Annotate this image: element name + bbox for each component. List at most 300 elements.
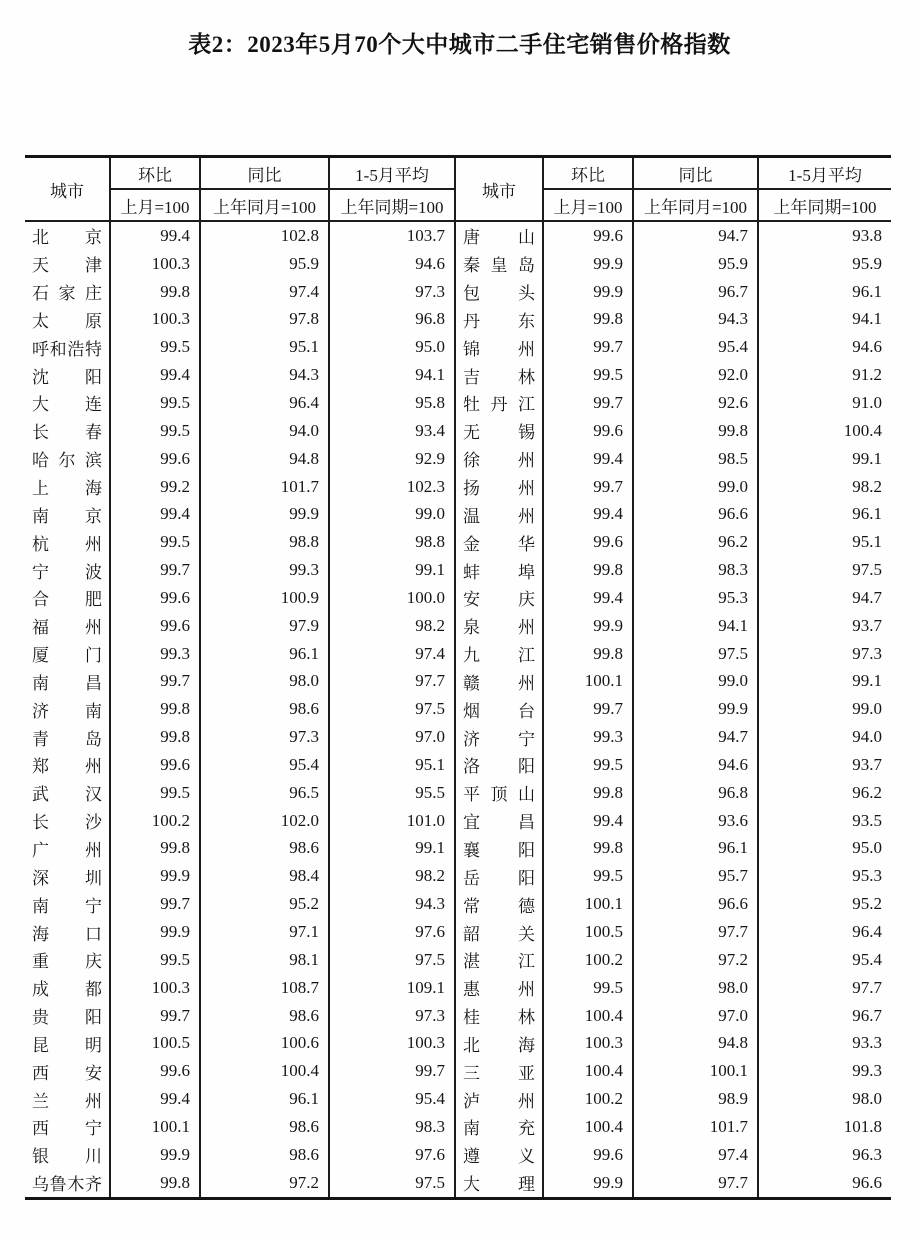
avg-cell-right: 99.3 bbox=[852, 1061, 882, 1081]
avg-cell-left: 99.7 bbox=[329, 1057, 455, 1085]
col-header-yoy-right: 同比 bbox=[633, 157, 758, 190]
avg-cell-left: 97.6 bbox=[329, 1141, 455, 1169]
mom-cell-right: 100.2 bbox=[543, 1085, 633, 1113]
city-cell-right: 韶关 bbox=[455, 918, 543, 946]
city-cell-right: 安庆 bbox=[455, 584, 543, 612]
avg-cell-left: 94.3 bbox=[329, 890, 455, 918]
yoy-cell-right: 97.5 bbox=[633, 640, 758, 668]
yoy-cell-left: 96.5 bbox=[200, 779, 329, 807]
city-cell-right: 洛阳 bbox=[455, 751, 543, 779]
col-header-city-left: 城市 bbox=[25, 157, 110, 222]
avg-cell-right: 96.6 bbox=[852, 1172, 882, 1192]
mom-cell-right: 100.4 bbox=[543, 1002, 633, 1030]
mom-cell-right: 99.6 bbox=[543, 528, 633, 556]
yoy-cell-right: 99.0 bbox=[633, 668, 758, 696]
yoy-cell-right: 95.4 bbox=[633, 333, 758, 361]
city-cell-right: 烟台 bbox=[455, 695, 543, 723]
city-cell-right: 牡丹江 bbox=[455, 389, 543, 417]
table-row bbox=[25, 918, 891, 946]
mom-cell-left: 100.3 bbox=[110, 974, 200, 1002]
city-cell-left: 上海 bbox=[25, 473, 110, 501]
yoy-cell-right: 99.9 bbox=[633, 695, 758, 723]
avg-cell-left: 100.0 bbox=[329, 584, 455, 612]
yoy-cell-left: 98.6 bbox=[200, 1002, 329, 1030]
avg-cell-left: 103.7 bbox=[329, 221, 455, 250]
city-cell-right: 常德 bbox=[455, 890, 543, 918]
table-row bbox=[25, 751, 891, 779]
table-row bbox=[25, 779, 891, 807]
col-header-avg-left: 1-5月平均 bbox=[329, 157, 455, 190]
city-cell-right: 九江 bbox=[455, 640, 543, 668]
city-cell-left: 西安 bbox=[25, 1057, 110, 1085]
yoy-cell-right: 97.7 bbox=[633, 1169, 758, 1198]
city-cell-left: 海口 bbox=[25, 918, 110, 946]
mom-cell-left: 99.7 bbox=[110, 1002, 200, 1030]
yoy-cell-left: 95.9 bbox=[200, 250, 329, 278]
col-subheader-avg-base-left: 上年同期=100 bbox=[329, 189, 455, 221]
yoy-cell-right: 100.1 bbox=[633, 1057, 758, 1085]
avg-cell-left: 97.5 bbox=[329, 946, 455, 974]
avg-cell-right: 93.7 bbox=[852, 615, 882, 635]
city-cell-right: 桂林 bbox=[455, 1002, 543, 1030]
mom-cell-right: 99.7 bbox=[543, 389, 633, 417]
mom-cell-right: 99.6 bbox=[543, 1141, 633, 1169]
avg-cell-right: 95.2 bbox=[852, 894, 882, 914]
avg-cell-right: 98.0 bbox=[852, 1089, 882, 1109]
mom-cell-right: 99.5 bbox=[543, 974, 633, 1002]
col-subheader-mom-base-right: 上月=100 bbox=[543, 189, 633, 221]
city-cell-right: 惠州 bbox=[455, 974, 543, 1002]
avg-cell-right: 93.7 bbox=[852, 754, 882, 774]
city-cell-left: 武汉 bbox=[25, 779, 110, 807]
col-subheader-avg-base-right: 上年同期=100 bbox=[758, 189, 891, 221]
yoy-cell-right: 97.2 bbox=[633, 946, 758, 974]
table-row bbox=[25, 500, 891, 528]
city-cell-right: 丹东 bbox=[455, 306, 543, 334]
mom-cell-left: 99.6 bbox=[110, 1057, 200, 1085]
table-row bbox=[25, 695, 891, 723]
table-row bbox=[25, 612, 891, 640]
city-cell-left: 石家庄 bbox=[25, 278, 110, 306]
avg-cell-right: 96.2 bbox=[852, 782, 882, 802]
avg-cell-left: 97.4 bbox=[329, 640, 455, 668]
yoy-cell-left: 102.0 bbox=[200, 807, 329, 835]
avg-cell-left: 97.3 bbox=[329, 278, 455, 306]
mom-cell-right: 100.1 bbox=[543, 890, 633, 918]
yoy-cell-left: 99.9 bbox=[200, 500, 329, 528]
table-row bbox=[25, 528, 891, 556]
city-cell-right: 南充 bbox=[455, 1113, 543, 1141]
city-cell-right: 蚌埠 bbox=[455, 556, 543, 584]
avg-cell-left: 95.4 bbox=[329, 1085, 455, 1113]
mom-cell-left: 99.8 bbox=[110, 723, 200, 751]
avg-cell-left: 97.7 bbox=[329, 668, 455, 696]
city-cell-left: 北京 bbox=[25, 221, 110, 250]
mom-cell-right: 99.8 bbox=[543, 306, 633, 334]
table-row bbox=[25, 862, 891, 890]
yoy-cell-left: 101.7 bbox=[200, 473, 329, 501]
city-cell-left: 天津 bbox=[25, 250, 110, 278]
mom-cell-right: 99.7 bbox=[543, 695, 633, 723]
mom-cell-left: 99.6 bbox=[110, 751, 200, 779]
avg-cell-left: 97.3 bbox=[329, 1002, 455, 1030]
mom-cell-left: 100.3 bbox=[110, 306, 200, 334]
table-body bbox=[25, 221, 891, 1198]
yoy-cell-right: 99.8 bbox=[633, 417, 758, 445]
avg-cell-left: 102.3 bbox=[329, 473, 455, 501]
avg-cell-left: 98.8 bbox=[329, 528, 455, 556]
mom-cell-right: 99.5 bbox=[543, 361, 633, 389]
avg-cell-right: 91.2 bbox=[852, 365, 882, 385]
city-cell-left: 宁波 bbox=[25, 556, 110, 584]
city-cell-left: 大连 bbox=[25, 389, 110, 417]
table-row bbox=[25, 1002, 891, 1030]
yoy-cell-right: 92.0 bbox=[633, 361, 758, 389]
avg-cell-right: 95.4 bbox=[852, 949, 882, 969]
table-row bbox=[25, 807, 891, 835]
mom-cell-left: 99.8 bbox=[110, 278, 200, 306]
mom-cell-right: 99.9 bbox=[543, 278, 633, 306]
col-subheader-mom-base-left: 上月=100 bbox=[110, 189, 200, 221]
col-subheader-yoy-base-right: 上年同月=100 bbox=[633, 189, 758, 221]
yoy-cell-right: 95.9 bbox=[633, 250, 758, 278]
mom-cell-right: 99.8 bbox=[543, 779, 633, 807]
mom-cell-right: 99.8 bbox=[543, 556, 633, 584]
table-row bbox=[25, 1113, 891, 1141]
mom-cell-left: 99.5 bbox=[110, 946, 200, 974]
city-cell-right: 吉林 bbox=[455, 361, 543, 389]
city-cell-left: 哈尔滨 bbox=[25, 445, 110, 473]
yoy-cell-right: 94.7 bbox=[633, 221, 758, 250]
yoy-cell-left: 100.4 bbox=[200, 1057, 329, 1085]
avg-cell-left: 97.6 bbox=[329, 918, 455, 946]
city-cell-left: 银川 bbox=[25, 1141, 110, 1169]
mom-cell-left: 99.7 bbox=[110, 668, 200, 696]
yoy-cell-right: 99.0 bbox=[633, 473, 758, 501]
yoy-cell-right: 98.9 bbox=[633, 1085, 758, 1113]
yoy-cell-right: 98.0 bbox=[633, 974, 758, 1002]
city-cell-left: 济南 bbox=[25, 695, 110, 723]
mom-cell-left: 99.4 bbox=[110, 1085, 200, 1113]
avg-cell-left: 101.0 bbox=[329, 807, 455, 835]
mom-cell-right: 99.5 bbox=[543, 751, 633, 779]
table-row bbox=[25, 723, 891, 751]
yoy-cell-right: 94.6 bbox=[633, 751, 758, 779]
yoy-cell-left: 98.8 bbox=[200, 528, 329, 556]
mom-cell-right: 99.4 bbox=[543, 500, 633, 528]
city-cell-left: 昆明 bbox=[25, 1029, 110, 1057]
city-cell-right: 唐山 bbox=[455, 221, 543, 250]
city-cell-left: 成都 bbox=[25, 974, 110, 1002]
yoy-cell-left: 96.4 bbox=[200, 389, 329, 417]
city-cell-left: 兰州 bbox=[25, 1085, 110, 1113]
city-cell-left: 太原 bbox=[25, 306, 110, 334]
avg-cell-right: 96.3 bbox=[852, 1144, 882, 1164]
city-cell-left: 杭州 bbox=[25, 528, 110, 556]
city-cell-left: 广州 bbox=[25, 835, 110, 863]
col-header-mom-left: 环比 bbox=[110, 157, 200, 190]
avg-cell-right: 94.7 bbox=[852, 587, 882, 607]
mom-cell-left: 99.4 bbox=[110, 500, 200, 528]
table-row bbox=[25, 361, 891, 389]
avg-cell-left: 109.1 bbox=[329, 974, 455, 1002]
city-cell-right: 扬州 bbox=[455, 473, 543, 501]
mom-cell-right: 99.3 bbox=[543, 723, 633, 751]
table-row bbox=[25, 974, 891, 1002]
avg-cell-left: 94.1 bbox=[329, 361, 455, 389]
avg-cell-left: 99.1 bbox=[329, 556, 455, 584]
mom-cell-left: 99.7 bbox=[110, 556, 200, 584]
mom-cell-right: 99.6 bbox=[543, 221, 633, 250]
city-cell-right: 济宁 bbox=[455, 723, 543, 751]
yoy-cell-left: 94.3 bbox=[200, 361, 329, 389]
col-header-avg-right: 1-5月平均 bbox=[758, 157, 891, 190]
city-cell-right: 三亚 bbox=[455, 1057, 543, 1085]
mom-cell-right: 99.7 bbox=[543, 333, 633, 361]
city-cell-left: 沈阳 bbox=[25, 361, 110, 389]
city-cell-left: 深圳 bbox=[25, 862, 110, 890]
avg-cell-left: 97.0 bbox=[329, 723, 455, 751]
mom-cell-right: 100.3 bbox=[543, 1029, 633, 1057]
avg-cell-right: 98.2 bbox=[852, 476, 882, 496]
avg-cell-right: 96.1 bbox=[852, 504, 882, 524]
yoy-cell-right: 94.8 bbox=[633, 1029, 758, 1057]
avg-cell-left: 95.8 bbox=[329, 389, 455, 417]
yoy-cell-left: 98.6 bbox=[200, 695, 329, 723]
mom-cell-left: 99.6 bbox=[110, 584, 200, 612]
avg-cell-left: 92.9 bbox=[329, 445, 455, 473]
city-cell-left: 乌鲁木齐 bbox=[25, 1169, 110, 1198]
col-header-yoy-left: 同比 bbox=[200, 157, 329, 190]
city-cell-right: 湛江 bbox=[455, 946, 543, 974]
mom-cell-left: 99.9 bbox=[110, 1141, 200, 1169]
yoy-cell-left: 96.1 bbox=[200, 640, 329, 668]
avg-cell-left: 98.3 bbox=[329, 1113, 455, 1141]
avg-cell-right: 100.4 bbox=[843, 420, 882, 440]
avg-cell-left: 95.5 bbox=[329, 779, 455, 807]
table-row bbox=[25, 473, 891, 501]
avg-cell-left: 95.1 bbox=[329, 751, 455, 779]
mom-cell-right: 99.7 bbox=[543, 473, 633, 501]
yoy-cell-left: 97.2 bbox=[200, 1169, 329, 1198]
mom-cell-left: 100.1 bbox=[110, 1113, 200, 1141]
page-title: 表2：2023年5月70个大中城市二手住宅销售价格指数 bbox=[188, 32, 731, 57]
yoy-cell-right: 92.6 bbox=[633, 389, 758, 417]
mom-cell-right: 99.5 bbox=[543, 862, 633, 890]
mom-cell-left: 99.9 bbox=[110, 862, 200, 890]
yoy-cell-right: 98.5 bbox=[633, 445, 758, 473]
city-cell-right: 北海 bbox=[455, 1029, 543, 1057]
city-cell-left: 呼和浩特 bbox=[25, 333, 110, 361]
city-cell-right: 秦皇岛 bbox=[455, 250, 543, 278]
mom-cell-left: 99.2 bbox=[110, 473, 200, 501]
city-cell-left: 南昌 bbox=[25, 668, 110, 696]
table-row bbox=[25, 584, 891, 612]
mom-cell-right: 99.8 bbox=[543, 640, 633, 668]
yoy-cell-right: 95.3 bbox=[633, 584, 758, 612]
mom-cell-left: 100.2 bbox=[110, 807, 200, 835]
table-row bbox=[25, 556, 891, 584]
yoy-cell-left: 96.1 bbox=[200, 1085, 329, 1113]
yoy-cell-right: 96.2 bbox=[633, 528, 758, 556]
yoy-cell-left: 97.3 bbox=[200, 723, 329, 751]
avg-cell-right: 101.8 bbox=[843, 1116, 882, 1136]
city-cell-right: 泸州 bbox=[455, 1085, 543, 1113]
avg-cell-left: 99.1 bbox=[329, 835, 455, 863]
table-row bbox=[25, 333, 891, 361]
mom-cell-right: 99.4 bbox=[543, 445, 633, 473]
col-header-city-right: 城市 bbox=[455, 157, 543, 222]
mom-cell-right: 100.1 bbox=[543, 668, 633, 696]
header-row-groups bbox=[25, 157, 891, 190]
avg-cell-right: 95.1 bbox=[852, 532, 882, 552]
mom-cell-right: 100.2 bbox=[543, 946, 633, 974]
avg-cell-right: 91.0 bbox=[852, 392, 882, 412]
avg-cell-right: 93.5 bbox=[852, 810, 882, 830]
yoy-cell-left: 98.1 bbox=[200, 946, 329, 974]
yoy-cell-right: 97.0 bbox=[633, 1002, 758, 1030]
mom-cell-left: 99.8 bbox=[110, 1169, 200, 1198]
table-row bbox=[25, 306, 891, 334]
city-cell-left: 西宁 bbox=[25, 1113, 110, 1141]
table-row bbox=[25, 1141, 891, 1169]
city-cell-right: 岳阳 bbox=[455, 862, 543, 890]
yoy-cell-left: 99.3 bbox=[200, 556, 329, 584]
avg-cell-right: 93.8 bbox=[852, 225, 882, 245]
table-row bbox=[25, 1057, 891, 1085]
mom-cell-left: 99.5 bbox=[110, 417, 200, 445]
avg-cell-left: 93.4 bbox=[329, 417, 455, 445]
mom-cell-right: 100.5 bbox=[543, 918, 633, 946]
col-header-mom-right: 环比 bbox=[543, 157, 633, 190]
city-cell-left: 长春 bbox=[25, 417, 110, 445]
yoy-cell-right: 94.7 bbox=[633, 723, 758, 751]
table-row bbox=[25, 221, 891, 250]
yoy-cell-right: 94.1 bbox=[633, 612, 758, 640]
city-cell-left: 福州 bbox=[25, 612, 110, 640]
mom-cell-right: 99.9 bbox=[543, 612, 633, 640]
mom-cell-left: 99.6 bbox=[110, 445, 200, 473]
yoy-cell-left: 100.9 bbox=[200, 584, 329, 612]
avg-cell-right: 99.1 bbox=[852, 671, 882, 691]
city-cell-right: 泉州 bbox=[455, 612, 543, 640]
city-cell-right: 温州 bbox=[455, 500, 543, 528]
avg-cell-right: 97.5 bbox=[852, 560, 882, 580]
mom-cell-right: 99.9 bbox=[543, 250, 633, 278]
mom-cell-left: 99.8 bbox=[110, 695, 200, 723]
avg-cell-right: 97.7 bbox=[852, 977, 882, 997]
table-row bbox=[25, 417, 891, 445]
yoy-cell-left: 97.9 bbox=[200, 612, 329, 640]
yoy-cell-right: 97.4 bbox=[633, 1141, 758, 1169]
mom-cell-left: 99.5 bbox=[110, 779, 200, 807]
yoy-cell-left: 98.0 bbox=[200, 668, 329, 696]
mom-cell-left: 99.7 bbox=[110, 890, 200, 918]
yoy-cell-right: 97.7 bbox=[633, 918, 758, 946]
yoy-cell-right: 94.3 bbox=[633, 306, 758, 334]
avg-cell-left: 98.2 bbox=[329, 862, 455, 890]
city-cell-right: 宜昌 bbox=[455, 807, 543, 835]
table-row bbox=[25, 835, 891, 863]
yoy-cell-left: 98.4 bbox=[200, 862, 329, 890]
table-row bbox=[25, 1169, 891, 1198]
yoy-cell-left: 97.4 bbox=[200, 278, 329, 306]
mom-cell-left: 99.6 bbox=[110, 612, 200, 640]
mom-cell-left: 100.3 bbox=[110, 250, 200, 278]
avg-cell-right: 99.1 bbox=[852, 448, 882, 468]
yoy-cell-left: 100.6 bbox=[200, 1029, 329, 1057]
city-cell-right: 徐州 bbox=[455, 445, 543, 473]
mom-cell-left: 99.5 bbox=[110, 389, 200, 417]
avg-cell-right: 97.3 bbox=[852, 643, 882, 663]
city-cell-right: 无锡 bbox=[455, 417, 543, 445]
mom-cell-left: 99.4 bbox=[110, 361, 200, 389]
mom-cell-left: 99.5 bbox=[110, 528, 200, 556]
avg-cell-right: 96.4 bbox=[852, 922, 882, 942]
yoy-cell-left: 95.2 bbox=[200, 890, 329, 918]
city-cell-right: 平顶山 bbox=[455, 779, 543, 807]
avg-cell-right: 96.7 bbox=[852, 1005, 882, 1025]
mom-cell-left: 100.5 bbox=[110, 1029, 200, 1057]
mom-cell-left: 99.5 bbox=[110, 333, 200, 361]
mom-cell-right: 100.4 bbox=[543, 1113, 633, 1141]
table-row bbox=[25, 250, 891, 278]
table-row bbox=[25, 1085, 891, 1113]
yoy-cell-right: 96.6 bbox=[633, 500, 758, 528]
city-cell-right: 赣州 bbox=[455, 668, 543, 696]
avg-cell-right: 95.0 bbox=[852, 838, 882, 858]
mom-cell-right: 100.4 bbox=[543, 1057, 633, 1085]
table-header bbox=[25, 157, 891, 222]
yoy-cell-left: 108.7 bbox=[200, 974, 329, 1002]
mom-cell-left: 99.8 bbox=[110, 835, 200, 863]
city-cell-left: 青岛 bbox=[25, 723, 110, 751]
city-cell-right: 大理 bbox=[455, 1169, 543, 1198]
yoy-cell-left: 94.8 bbox=[200, 445, 329, 473]
city-cell-left: 南京 bbox=[25, 500, 110, 528]
yoy-cell-right: 96.6 bbox=[633, 890, 758, 918]
city-cell-left: 重庆 bbox=[25, 946, 110, 974]
mom-cell-right: 99.4 bbox=[543, 807, 633, 835]
price-index-table bbox=[25, 155, 891, 1200]
yoy-cell-right: 93.6 bbox=[633, 807, 758, 835]
city-cell-right: 金华 bbox=[455, 528, 543, 556]
avg-cell-left: 100.3 bbox=[329, 1029, 455, 1057]
col-subheader-yoy-base-left: 上年同月=100 bbox=[200, 189, 329, 221]
mom-cell-left: 99.4 bbox=[110, 221, 200, 250]
city-cell-left: 合肥 bbox=[25, 584, 110, 612]
table-row bbox=[25, 445, 891, 473]
avg-cell-left: 98.2 bbox=[329, 612, 455, 640]
avg-cell-left: 97.5 bbox=[329, 695, 455, 723]
yoy-cell-left: 95.4 bbox=[200, 751, 329, 779]
yoy-cell-left: 102.8 bbox=[200, 221, 329, 250]
avg-cell-right: 94.6 bbox=[852, 337, 882, 357]
mom-cell-right: 99.6 bbox=[543, 417, 633, 445]
avg-cell-left: 94.6 bbox=[329, 250, 455, 278]
mom-cell-right: 99.8 bbox=[543, 835, 633, 863]
yoy-cell-right: 96.1 bbox=[633, 835, 758, 863]
yoy-cell-left: 95.1 bbox=[200, 333, 329, 361]
city-cell-right: 遵义 bbox=[455, 1141, 543, 1169]
mom-cell-right: 99.4 bbox=[543, 584, 633, 612]
avg-cell-right: 95.9 bbox=[852, 253, 882, 273]
yoy-cell-right: 96.7 bbox=[633, 278, 758, 306]
city-cell-left: 郑州 bbox=[25, 751, 110, 779]
yoy-cell-right: 101.7 bbox=[633, 1113, 758, 1141]
yoy-cell-left: 97.8 bbox=[200, 306, 329, 334]
yoy-cell-right: 96.8 bbox=[633, 779, 758, 807]
